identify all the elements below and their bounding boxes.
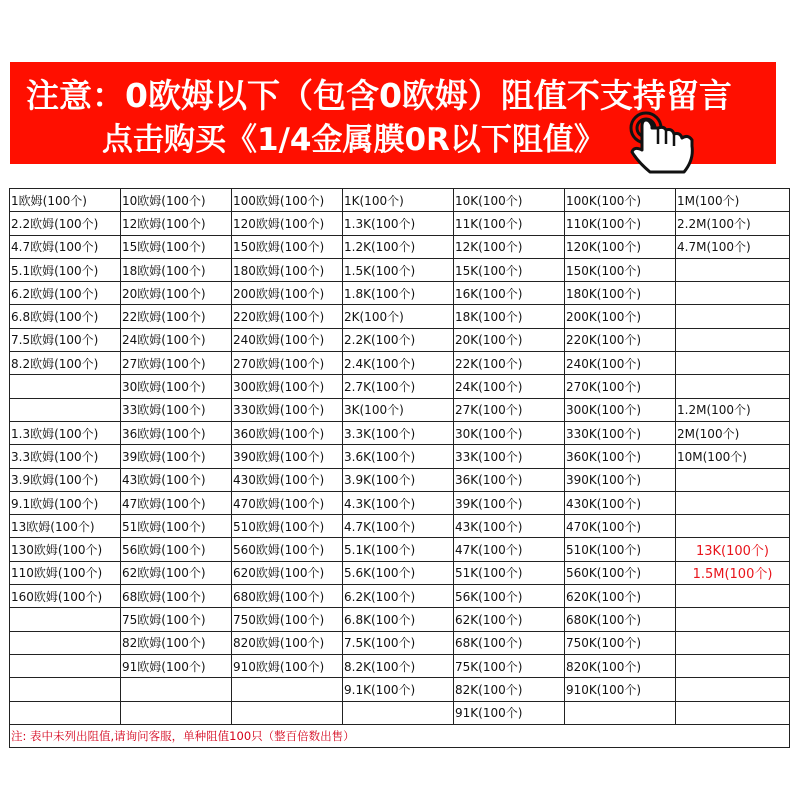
resistor-value-cell: 51欧姆(100个)	[121, 515, 232, 538]
resistor-value-cell: 820K(100个)	[565, 654, 676, 677]
resistor-value-cell: 33K(100个)	[454, 445, 565, 468]
buy-link-line[interactable]: 点击购买《1/4金属膜0R以下阻值》	[102, 122, 605, 158]
resistor-value-cell: 27欧姆(100个)	[121, 352, 232, 375]
resistor-value-cell: 910欧姆(100个)	[232, 654, 343, 677]
table-row	[10, 375, 790, 398]
resistor-value-cell: 3.6K(100个)	[343, 445, 454, 468]
resistor-value-cell: 2.2M(100个)	[676, 212, 790, 235]
resistor-value-cell	[10, 608, 121, 631]
resistor-value-table	[9, 188, 790, 748]
resistor-value-cell: 510K(100个)	[565, 538, 676, 561]
resistor-value-cell: 43欧姆(100个)	[121, 468, 232, 491]
resistor-value-cell: 47欧姆(100个)	[121, 491, 232, 514]
resistor-value-cell: 24欧姆(100个)	[121, 328, 232, 351]
resistor-value-cell	[676, 515, 790, 538]
resistor-value-cell	[676, 282, 790, 305]
resistor-value-cell: 7.5欧姆(100个)	[10, 328, 121, 351]
table-row	[10, 585, 790, 608]
table-row	[10, 398, 790, 421]
resistor-value-cell: 43K(100个)	[454, 515, 565, 538]
resistor-value-cell: 8.2K(100个)	[343, 654, 454, 677]
resistor-value-cell: 39K(100个)	[454, 491, 565, 514]
resistor-value-cell	[10, 678, 121, 701]
table-note: 注: 表中未列出阻值,请询问客服，单种阻值100只（整百倍数出售）	[10, 724, 790, 747]
resistor-value-cell: 120K(100个)	[565, 235, 676, 258]
resistor-value-cell: 18K(100个)	[454, 305, 565, 328]
resistor-value-cell	[10, 375, 121, 398]
resistor-value-cell: 4.3K(100个)	[343, 491, 454, 514]
table-row	[10, 701, 790, 724]
resistor-value-cell: 180欧姆(100个)	[232, 258, 343, 281]
table-row	[10, 189, 790, 212]
resistor-value-cell: 1欧姆(100个)	[10, 189, 121, 212]
table-row	[10, 258, 790, 281]
resistor-value-cell: 18欧姆(100个)	[121, 258, 232, 281]
resistor-value-cell: 68欧姆(100个)	[121, 585, 232, 608]
resistor-value-cell: 330欧姆(100个)	[232, 398, 343, 421]
resistor-value-cell	[343, 701, 454, 724]
resistor-value-cell: 4.7欧姆(100个)	[10, 235, 121, 258]
resistor-value-cell: 1K(100个)	[343, 189, 454, 212]
resistor-value-cell	[676, 585, 790, 608]
resistor-value-cell	[676, 352, 790, 375]
resistor-value-cell: 820欧姆(100个)	[232, 631, 343, 654]
resistor-value-cell: 6.2欧姆(100个)	[10, 282, 121, 305]
table-row	[10, 491, 790, 514]
resistor-value-cell: 110欧姆(100个)	[10, 561, 121, 584]
resistor-value-cell: 560K(100个)	[565, 561, 676, 584]
resistor-value-cell	[676, 678, 790, 701]
table-row	[10, 468, 790, 491]
resistor-value-cell: 12K(100个)	[454, 235, 565, 258]
resistor-value-cell	[565, 701, 676, 724]
resistor-value-cell	[676, 328, 790, 351]
resistor-value-cell	[676, 305, 790, 328]
resistor-value-cell: 470欧姆(100个)	[232, 491, 343, 514]
resistor-value-cell: 15欧姆(100个)	[121, 235, 232, 258]
resistor-value-cell: 1.2K(100个)	[343, 235, 454, 258]
table-row	[10, 328, 790, 351]
notice-line-1: 注意：0欧姆以下（包含0欧姆）阻值不支持留言	[26, 76, 732, 115]
resistor-value-cell: 3.3欧姆(100个)	[10, 445, 121, 468]
resistor-value-cell: 2.2K(100个)	[343, 328, 454, 351]
resistor-value-cell: 4.7K(100个)	[343, 515, 454, 538]
resistor-value-cell: 6.8K(100个)	[343, 608, 454, 631]
resistor-value-cell: 30K(100个)	[454, 421, 565, 444]
resistor-value-cell: 16K(100个)	[454, 282, 565, 305]
resistor-value-cell: 1.8K(100个)	[343, 282, 454, 305]
resistor-value-cell: 5.1欧姆(100个)	[10, 258, 121, 281]
resistor-value-cell: 470K(100个)	[565, 515, 676, 538]
resistor-value-cell: 68K(100个)	[454, 631, 565, 654]
resistor-value-cell: 2.7K(100个)	[343, 375, 454, 398]
resistor-value-cell: 150K(100个)	[565, 258, 676, 281]
resistor-value-cell: 51K(100个)	[454, 561, 565, 584]
resistor-value-cell: 390K(100个)	[565, 468, 676, 491]
resistor-value-cell	[232, 701, 343, 724]
resistor-value-cell: 300K(100个)	[565, 398, 676, 421]
resistor-value-cell: 120欧姆(100个)	[232, 212, 343, 235]
resistor-value-cell: 330K(100个)	[565, 421, 676, 444]
table-row	[10, 631, 790, 654]
resistor-value-cell: 11K(100个)	[454, 212, 565, 235]
resistor-value-cell: 7.5K(100个)	[343, 631, 454, 654]
resistor-value-cell: 240欧姆(100个)	[232, 328, 343, 351]
resistor-value-cell: 27K(100个)	[454, 398, 565, 421]
resistor-value-cell: 3K(100个)	[343, 398, 454, 421]
resistor-value-cell: 22欧姆(100个)	[121, 305, 232, 328]
resistor-value-cell: 9.1K(100个)	[343, 678, 454, 701]
resistor-value-cell: 3.9K(100个)	[343, 468, 454, 491]
resistor-value-cell	[676, 491, 790, 514]
resistor-value-cell: 100K(100个)	[565, 189, 676, 212]
resistor-value-cell: 24K(100个)	[454, 375, 565, 398]
resistor-value-cell: 1.3K(100个)	[343, 212, 454, 235]
table-row	[10, 212, 790, 235]
resistor-value-cell: 680欧姆(100个)	[232, 585, 343, 608]
resistor-value-cell: 5.1K(100个)	[343, 538, 454, 561]
resistor-value-cell: 62K(100个)	[454, 608, 565, 631]
resistor-value-cell: 160欧姆(100个)	[10, 585, 121, 608]
resistor-value-cell: 10K(100个)	[454, 189, 565, 212]
resistor-value-cell: 22K(100个)	[454, 352, 565, 375]
table-row	[10, 654, 790, 677]
resistor-value-cell	[10, 631, 121, 654]
resistor-value-cell: 91欧姆(100个)	[121, 654, 232, 677]
resistor-value-cell: 390欧姆(100个)	[232, 445, 343, 468]
table-row	[10, 515, 790, 538]
resistor-value-cell: 220K(100个)	[565, 328, 676, 351]
resistor-value-cell: 10欧姆(100个)	[121, 189, 232, 212]
resistor-value-cell: 91K(100个)	[454, 701, 565, 724]
resistor-value-cell: 20欧姆(100个)	[121, 282, 232, 305]
resistor-value-cell: 1.3欧姆(100个)	[10, 421, 121, 444]
resistor-value-cell: 1.5M(100个)	[676, 561, 790, 584]
resistor-value-cell: 910K(100个)	[565, 678, 676, 701]
resistor-value-cell	[676, 631, 790, 654]
resistor-value-cell	[10, 701, 121, 724]
resistor-value-cell: 270K(100个)	[565, 375, 676, 398]
resistor-value-cell: 8.2欧姆(100个)	[10, 352, 121, 375]
table-row	[10, 235, 790, 258]
resistor-value-cell: 560欧姆(100个)	[232, 538, 343, 561]
resistor-value-cell: 2K(100个)	[343, 305, 454, 328]
resistor-value-cell: 10M(100个)	[676, 445, 790, 468]
resistor-value-cell	[121, 701, 232, 724]
table-row	[10, 421, 790, 444]
resistor-value-cell: 6.8欧姆(100个)	[10, 305, 121, 328]
resistor-value-cell: 75K(100个)	[454, 654, 565, 677]
resistor-value-cell: 2.2欧姆(100个)	[10, 212, 121, 235]
resistor-value-cell: 82欧姆(100个)	[121, 631, 232, 654]
resistor-value-cell: 430K(100个)	[565, 491, 676, 514]
resistor-value-cell	[10, 398, 121, 421]
table-row	[10, 538, 790, 561]
resistor-value-cell: 1.2M(100个)	[676, 398, 790, 421]
resistor-value-cell	[676, 654, 790, 677]
resistor-value-cell: 4.7M(100个)	[676, 235, 790, 258]
resistor-value-cell	[676, 468, 790, 491]
table-row	[10, 282, 790, 305]
resistor-value-cell: 680K(100个)	[565, 608, 676, 631]
resistor-value-cell: 12欧姆(100个)	[121, 212, 232, 235]
resistor-value-cell: 200欧姆(100个)	[232, 282, 343, 305]
resistor-value-cell: 220欧姆(100个)	[232, 305, 343, 328]
resistor-value-cell: 33欧姆(100个)	[121, 398, 232, 421]
resistor-value-cell: 200K(100个)	[565, 305, 676, 328]
resistor-value-cell	[676, 701, 790, 724]
resistor-value-cell: 15K(100个)	[454, 258, 565, 281]
table-row	[10, 678, 790, 701]
resistor-value-cell: 36K(100个)	[454, 468, 565, 491]
resistor-value-cell	[10, 654, 121, 677]
resistor-value-cell	[676, 608, 790, 631]
resistor-value-cell	[121, 678, 232, 701]
resistor-value-cell: 300欧姆(100个)	[232, 375, 343, 398]
table-row	[10, 445, 790, 468]
resistor-value-cell: 360K(100个)	[565, 445, 676, 468]
resistor-value-cell: 2.4K(100个)	[343, 352, 454, 375]
resistor-value-cell: 750K(100个)	[565, 631, 676, 654]
resistor-value-cell: 130欧姆(100个)	[10, 538, 121, 561]
pointing-hand-icon	[620, 110, 700, 176]
resistor-value-cell: 6.2K(100个)	[343, 585, 454, 608]
resistor-value-cell: 750欧姆(100个)	[232, 608, 343, 631]
resistor-value-cell: 30欧姆(100个)	[121, 375, 232, 398]
resistor-value-cell: 5.6K(100个)	[343, 561, 454, 584]
resistor-value-cell: 62欧姆(100个)	[121, 561, 232, 584]
resistor-value-cell: 1.5K(100个)	[343, 258, 454, 281]
resistor-value-cell: 3.3K(100个)	[343, 421, 454, 444]
resistor-value-cell: 56K(100个)	[454, 585, 565, 608]
table-row	[10, 352, 790, 375]
resistor-value-cell: 110K(100个)	[565, 212, 676, 235]
resistor-value-cell: 47K(100个)	[454, 538, 565, 561]
resistor-value-cell: 510欧姆(100个)	[232, 515, 343, 538]
resistor-value-cell: 620欧姆(100个)	[232, 561, 343, 584]
resistor-value-cell: 9.1欧姆(100个)	[10, 491, 121, 514]
resistor-value-cell	[676, 375, 790, 398]
resistor-value-cell: 270欧姆(100个)	[232, 352, 343, 375]
resistor-value-cell: 36欧姆(100个)	[121, 421, 232, 444]
resistor-value-cell: 3.9欧姆(100个)	[10, 468, 121, 491]
resistor-value-cell: 150欧姆(100个)	[232, 235, 343, 258]
resistor-value-cell: 100欧姆(100个)	[232, 189, 343, 212]
resistor-value-cell: 620K(100个)	[565, 585, 676, 608]
resistor-value-cell: 360欧姆(100个)	[232, 421, 343, 444]
resistor-value-cell: 240K(100个)	[565, 352, 676, 375]
resistor-value-cell: 2M(100个)	[676, 421, 790, 444]
resistor-value-cell: 13K(100个)	[676, 538, 790, 561]
resistor-value-cell	[676, 258, 790, 281]
resistor-value-cell: 180K(100个)	[565, 282, 676, 305]
resistor-value-cell: 56欧姆(100个)	[121, 538, 232, 561]
resistor-value-cell: 13欧姆(100个)	[10, 515, 121, 538]
resistor-value-cell: 39欧姆(100个)	[121, 445, 232, 468]
table-row	[10, 561, 790, 584]
resistor-value-cell: 82K(100个)	[454, 678, 565, 701]
table-row	[10, 305, 790, 328]
resistor-value-cell: 75欧姆(100个)	[121, 608, 232, 631]
resistor-value-cell: 1M(100个)	[676, 189, 790, 212]
resistor-value-cell: 430欧姆(100个)	[232, 468, 343, 491]
resistor-value-cell	[232, 678, 343, 701]
table-row	[10, 608, 790, 631]
resistor-value-cell: 20K(100个)	[454, 328, 565, 351]
